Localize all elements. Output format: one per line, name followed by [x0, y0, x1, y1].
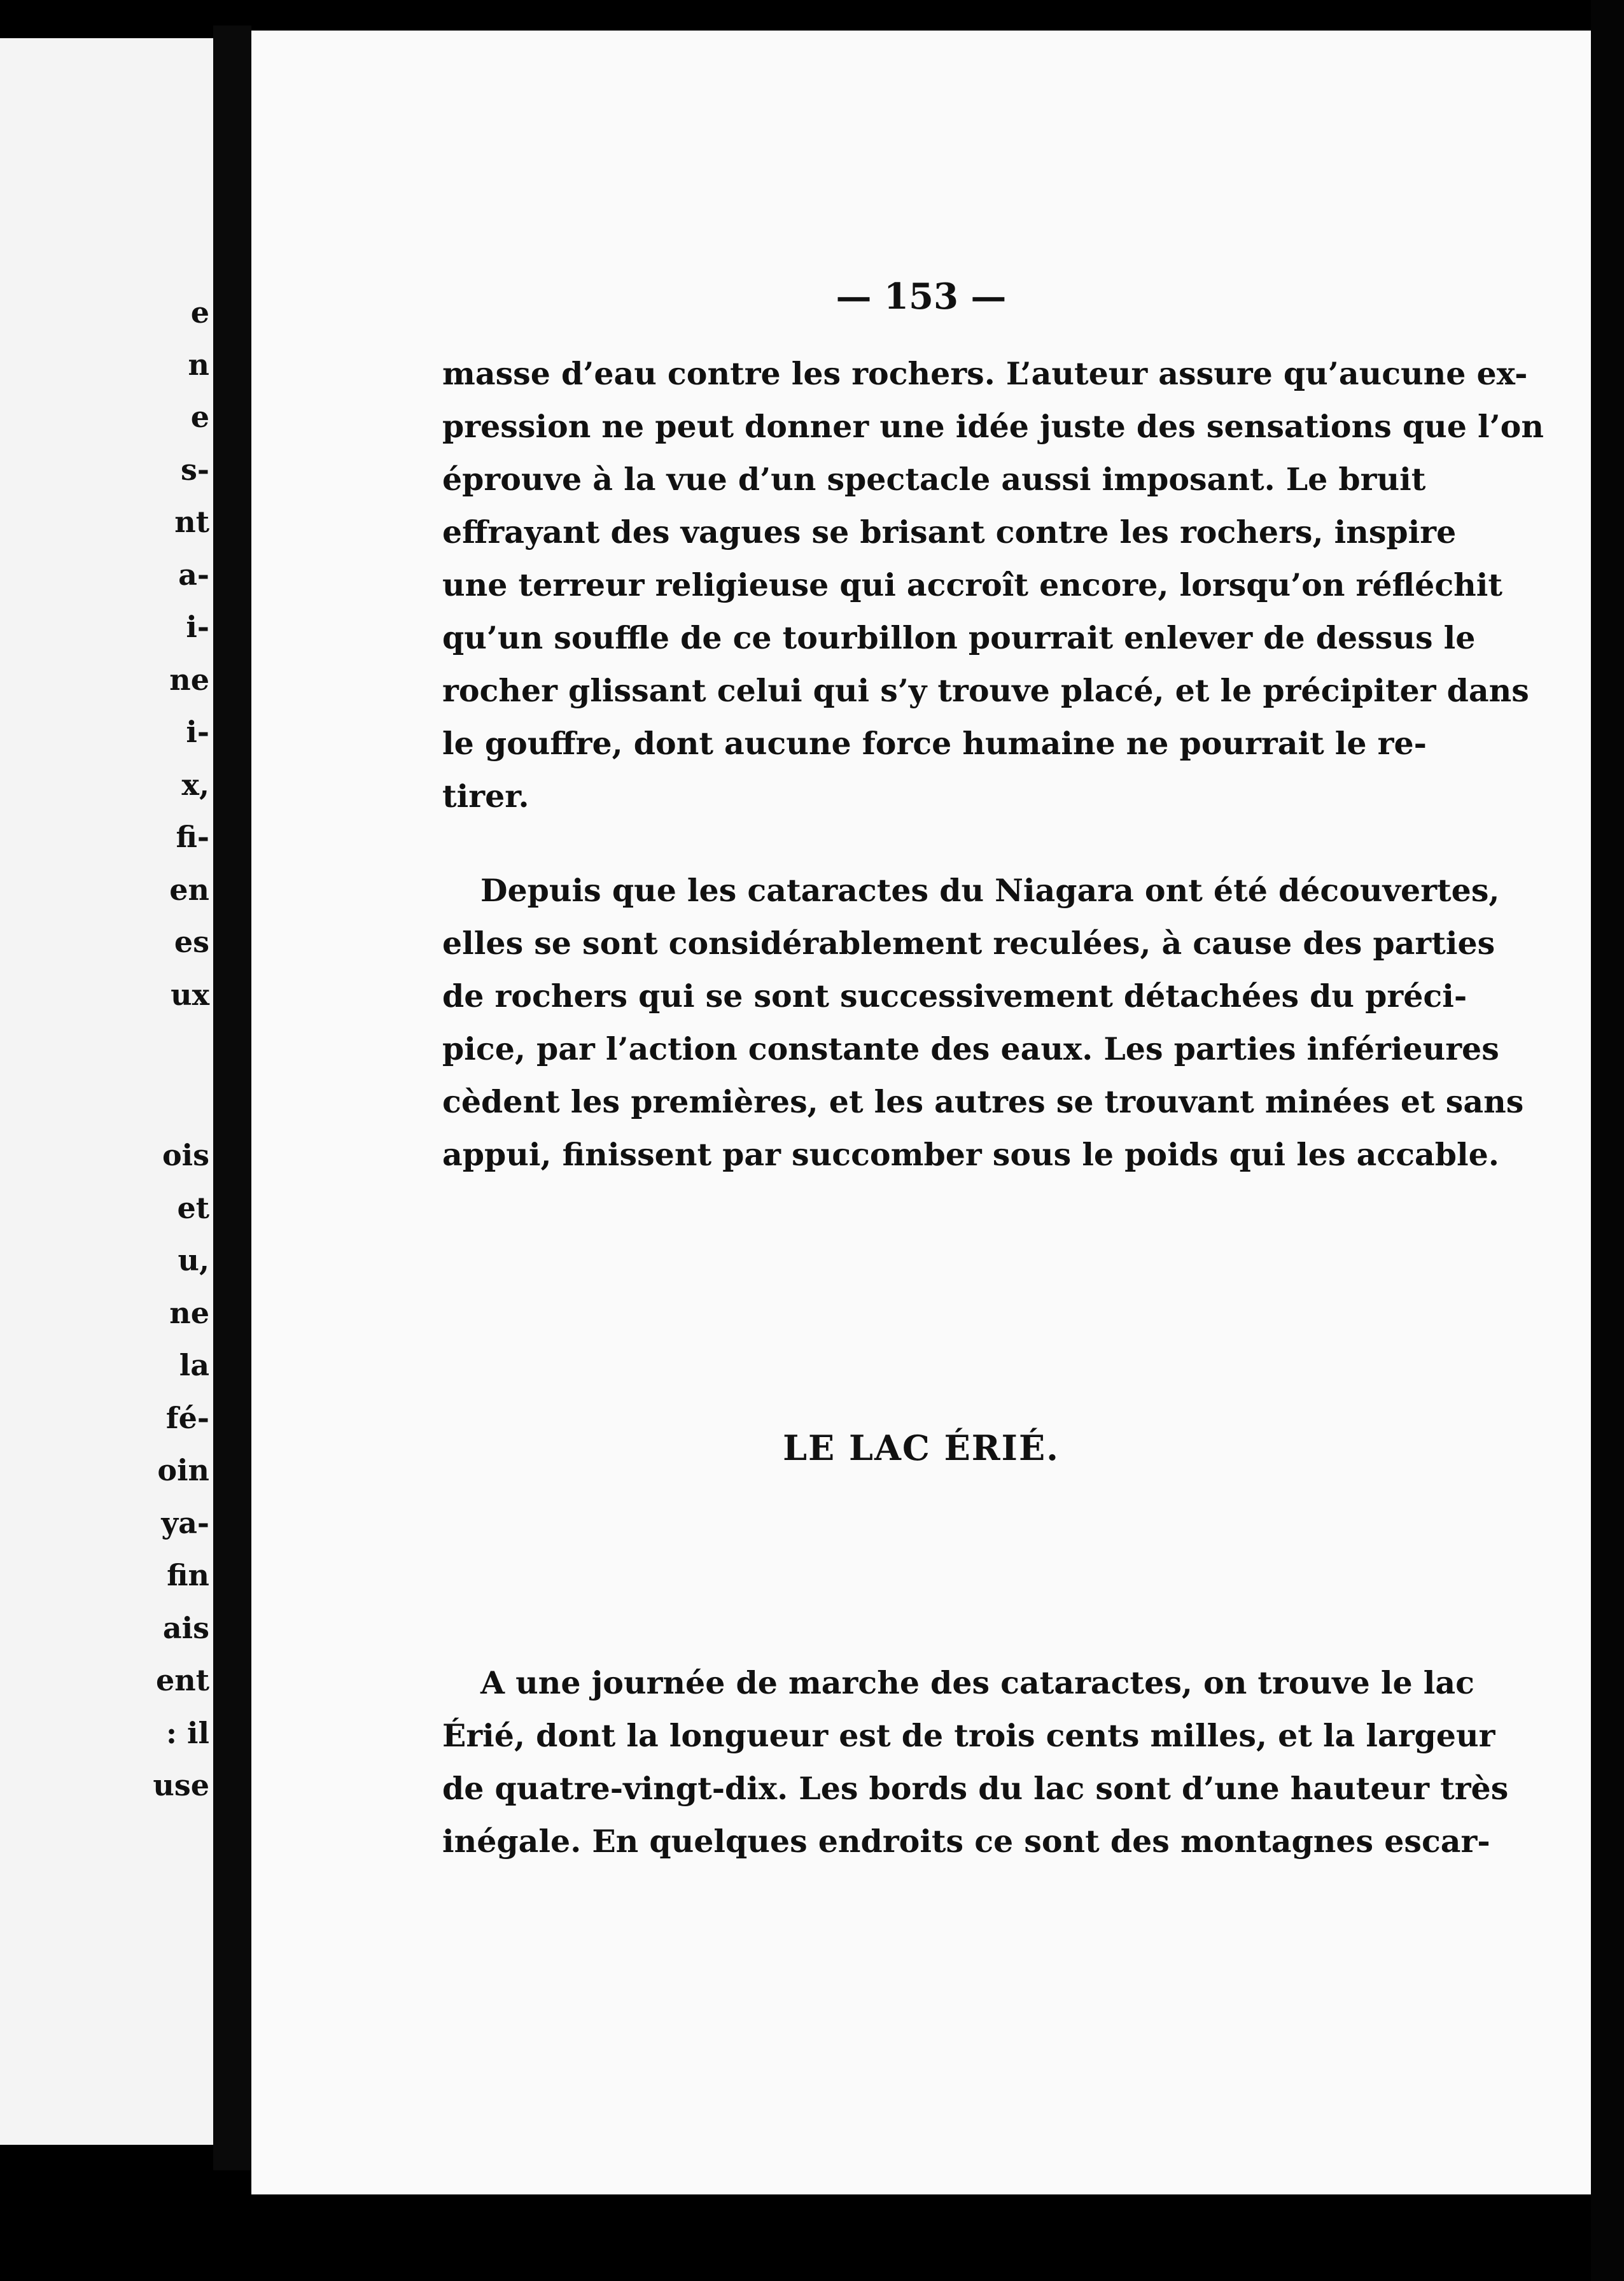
- text-line: inégale. En quelques endroits ce sont des montagnes escar-: [442, 1823, 1490, 1860]
- left-page-fragment: use: [153, 1768, 209, 1802]
- left-page-fragment: ux: [171, 978, 209, 1012]
- text-line: pice, par l’action constante des eaux. Les parties inférieures: [442, 1030, 1499, 1067]
- text-line: Depuis que les cataractes du Niagara ont été découvertes,: [480, 872, 1500, 909]
- left-page-fragment: n: [188, 347, 209, 382]
- text-line: A une journée de marche des cataractes, on trouve le lac: [480, 1664, 1474, 1701]
- text-line: le gouffre, dont aucune force humaine ne pourrait le re-: [442, 725, 1427, 762]
- paragraph: [442, 347, 1544, 823]
- left-page-fragment: e: [190, 400, 209, 434]
- book-gutter: [213, 25, 251, 2170]
- text-line: une terreur religieuse qui accroît encore, lorsqu’on réfléchit: [442, 566, 1503, 603]
- text-line: appui, finissent par succomber sous le poids qui les accable.: [442, 1136, 1499, 1173]
- previous-page-edge: [0, 38, 213, 2145]
- left-page-fragment: fin: [167, 1558, 209, 1592]
- text-line: pression ne peut donner une idée juste des sensations que l’on: [442, 408, 1544, 445]
- left-page-fragment: ent: [156, 1663, 209, 1697]
- left-page-fragment: la: [179, 1348, 209, 1382]
- left-page-fragment: ya-: [161, 1506, 209, 1540]
- text-line: effrayant des vagues se brisant contre les rochers, inspire: [442, 514, 1457, 551]
- scan-edge: [1591, 0, 1624, 2281]
- left-page-fragment: ne: [169, 663, 209, 697]
- section-title: LE LAC ÉRIÉ.: [783, 1428, 1060, 1468]
- left-page-fragment: u,: [178, 1243, 209, 1277]
- text-line: rocher glissant celui qui s’y trouve placé, et le précipiter dans: [442, 672, 1529, 709]
- text-line: de quatre-vingt-dix. Les bords du lac sont d’une hauteur très: [442, 1770, 1509, 1807]
- left-page-fragment: en: [169, 873, 209, 907]
- left-page-fragment: s-: [181, 453, 209, 487]
- text-line: éprouve à la vue d’un spectacle aussi imposant. Le bruit: [442, 461, 1426, 498]
- text-line: Érié, dont la longueur est de trois cents milles, et la largeur: [442, 1717, 1495, 1754]
- paragraph: [442, 1657, 1509, 1868]
- text-line: de rochers qui se sont successivement détachées du préci-: [442, 978, 1467, 1014]
- text-line: qu’un souffle de ce tourbillon pourrait enlever de dessus le: [442, 619, 1476, 656]
- text-line: tirer.: [442, 778, 529, 815]
- left-page-fragment: ois: [162, 1138, 209, 1172]
- book-page: [251, 31, 1591, 2194]
- left-page-fragment: : il: [166, 1716, 209, 1750]
- left-page-fragment: e: [190, 295, 209, 330]
- left-page-fragment: ais: [162, 1611, 209, 1645]
- text-line: elles se sont considérablement reculées, à cause des parties: [442, 925, 1495, 962]
- left-page-fragment: ne: [169, 1296, 209, 1330]
- left-page-fragment: a-: [178, 558, 209, 592]
- left-page-fragment: fé-: [165, 1401, 209, 1435]
- left-page-fragment: nt: [174, 505, 209, 539]
- left-page-fragment: i-: [186, 610, 209, 644]
- text-line: masse d’eau contre les rochers. L’auteur assure qu’aucune ex-: [442, 355, 1528, 392]
- paragraph: [442, 864, 1524, 1181]
- left-page-fragment: es: [174, 925, 209, 959]
- left-page-fragment: i-: [186, 715, 209, 749]
- left-page-fragment: fi-: [176, 820, 209, 854]
- left-page-fragment: oin: [157, 1453, 209, 1487]
- left-page-fragment: x,: [181, 768, 209, 802]
- page-number: — 153 —: [836, 276, 1007, 318]
- left-page-fragment: et: [177, 1191, 209, 1225]
- text-line: cèdent les premières, et les autres se trouvant minées et sans: [442, 1083, 1524, 1120]
